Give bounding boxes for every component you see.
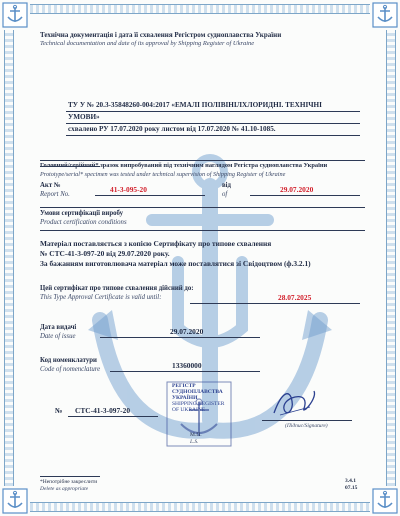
underline	[68, 416, 158, 417]
tu-line-2: УМОВИ»	[68, 113, 100, 121]
cert-number-label: №	[55, 406, 63, 415]
border-top	[30, 4, 370, 14]
validity-en: This Type Approval Certificate is valid until:	[40, 294, 162, 301]
stamp-line-2: СУДНОПЛАВСТВА	[172, 389, 223, 395]
signature-icon	[270, 385, 320, 421]
stamp-mp: М.П.	[190, 432, 202, 438]
underline	[100, 337, 260, 338]
border-bottom	[30, 502, 370, 512]
header-title-en: Technical documentation and date of its approval by Shipping Register of Ukraine	[40, 40, 255, 47]
nomenclature-code: 13360000	[172, 361, 202, 370]
prototype-en: Prototype/serial* specimen was tested under technical supervision of Shipping Register of Ukraine	[40, 171, 286, 178]
form-code: 3.4.1	[345, 478, 356, 484]
register-logo-icon	[372, 488, 398, 514]
stamp-ls: L.S.	[190, 439, 199, 445]
header-title-ua: Технічна документація і дата її схвалення Регістром судноплавства України	[40, 31, 282, 39]
underline	[110, 371, 260, 372]
underline	[190, 303, 360, 304]
body-line-1: Матеріал поставляється з копією Сертифікату про типове схвалення	[40, 239, 272, 248]
underline	[66, 135, 360, 136]
stamp-line-1: РЕГІСТР	[172, 383, 196, 389]
separator-line	[40, 230, 365, 231]
validity-date: 28.07.2025	[278, 293, 312, 302]
act-label-en: Report No.	[40, 191, 70, 198]
form-date: 07.15	[345, 485, 358, 491]
act-from-en: of	[222, 191, 228, 198]
underline	[66, 123, 360, 124]
body-line-3: За бажанням виготовлювача матеріал може поставлятися зі Свідоцтвом (ф.3.2.1)	[40, 259, 311, 268]
underline	[250, 195, 360, 196]
footnote-ua: *Непотрібне закреслити	[40, 479, 98, 485]
act-from-ua: від	[222, 182, 231, 189]
prototype-ua: Головний/серійний* зразок випробуваний під технічним наглядом Регістра судноплавства України	[40, 162, 328, 169]
issue-ua: Дата видачі	[40, 324, 77, 331]
register-logo-icon	[372, 2, 398, 28]
underline	[95, 195, 205, 196]
cert-number-value: СТС-41-3-097-20	[75, 406, 131, 415]
signature-label: (Підпис/Signature)	[285, 423, 328, 429]
conditions-ua: Умови сертифікації виробу	[40, 210, 124, 217]
stamp-line-5: OF UKRAINE	[172, 407, 206, 413]
act-label-ua: Акт №	[40, 182, 61, 189]
stamp-line-3: УКРАЇНИ	[172, 395, 198, 401]
nomenclature-en: Code of nomenclature	[40, 366, 101, 373]
act-number: 41-3-095-20	[110, 185, 147, 194]
separator-line	[40, 207, 365, 208]
body-line-2: № СТС-41-3-097-20 від 29.07.2020 року.	[40, 249, 170, 258]
underline	[262, 420, 352, 421]
nomenclature-ua: Код номенклатури	[40, 357, 97, 364]
issue-date: 29.07.2020	[170, 327, 204, 336]
separator-line	[40, 160, 365, 161]
act-date: 29.07.2020	[280, 185, 314, 194]
validity-ua: Цей сертифікат про типове схвалення дійсний до:	[40, 285, 194, 292]
tu-line-1: ТУ У № 20.3-35848260-004:2017 «ЕМАЛІ ПОЛІВІНІЛХЛОРИДНІ. ТЕХНІЧНІ	[68, 101, 322, 109]
separator-line	[40, 476, 100, 477]
register-logo-icon	[2, 2, 28, 28]
strikethrough	[40, 166, 100, 167]
register-logo-icon	[2, 488, 28, 514]
footnote-en: Delete as appropriate	[40, 486, 89, 492]
conditions-en: Product certification conditions	[40, 219, 127, 226]
border-right	[386, 30, 396, 486]
tu-line-3: схвалено РУ 17.07.2020 року листом від 17.07.2020 № 41.10-1085.	[68, 125, 276, 133]
issue-en: Date of issue	[40, 333, 76, 340]
stamp-line-4: SHIPPING REGISTER	[172, 401, 225, 407]
underline	[66, 111, 360, 112]
border-left	[4, 30, 14, 486]
